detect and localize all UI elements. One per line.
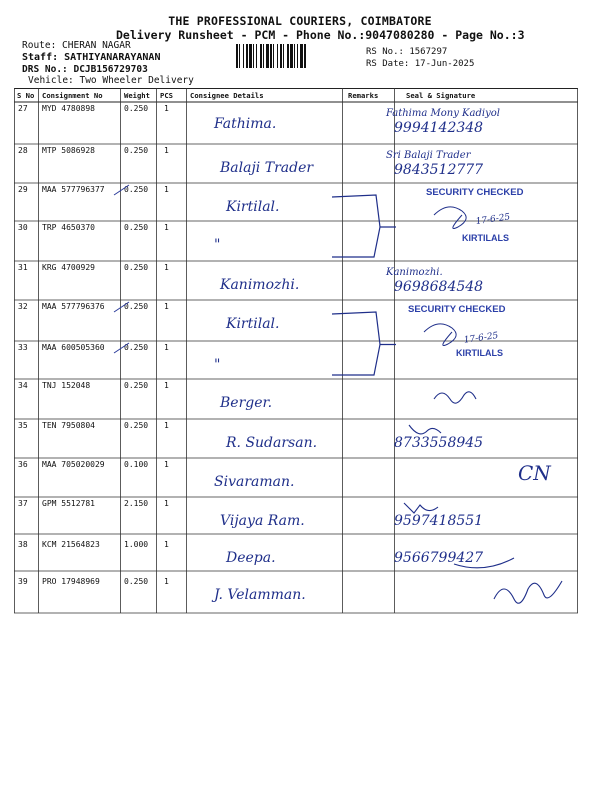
- cell-sno: 39: [18, 577, 28, 586]
- table-row: [18, 263, 169, 272]
- signature-scribble: [404, 503, 438, 513]
- cell-consignee-handwritten: Berger.: [220, 395, 273, 411]
- stamp-signature-scribble: [424, 324, 456, 346]
- stamp-kirtilals: KIRTILALS: [462, 233, 509, 243]
- cell-sno: 38: [18, 540, 28, 549]
- cell-sno: 35: [18, 421, 28, 430]
- barcode-bar: [253, 44, 254, 68]
- stamp-security-checked: SECURITY CHECKED: [426, 187, 524, 198]
- stamp-kirtilals: KIRTILALS: [456, 348, 503, 358]
- table-row: [18, 540, 169, 549]
- cell-seal-signature: CN: [518, 461, 551, 485]
- cell-sno: 37: [18, 499, 28, 508]
- cell-weight: 0.250: [124, 263, 149, 272]
- cell-pcs: 1: [164, 381, 169, 390]
- cell-consignment-no: PRO 17948969: [42, 577, 100, 586]
- cell-seal-signature: Sri Balaji Trader 9843512777: [386, 150, 484, 178]
- signature-scribble: [434, 392, 476, 403]
- cell-pcs: 1: [164, 302, 169, 311]
- cell-seal-signature: 8733558945: [394, 435, 484, 451]
- security-stamp: [408, 304, 506, 358]
- stamp-signature-scribble: [434, 207, 466, 229]
- cell-pcs: 1: [164, 263, 169, 272]
- security-stamp: [426, 187, 524, 243]
- cell-pcs: 1: [164, 343, 169, 352]
- route-label: Route: CHERAN NAGAR: [22, 40, 131, 51]
- column-header-pcs: PCS: [160, 91, 173, 100]
- stamp-security-checked: SECURITY CHECKED: [408, 304, 506, 315]
- pen-bracket: [332, 195, 396, 257]
- cell-consignment-no: GPM 5512781: [42, 499, 95, 508]
- runsheet-subtitle: Delivery Runsheet - PCM - Phone No.:9047080280 - Page No.:3: [116, 28, 525, 42]
- drs-number: DRS No.: DCJB156729703: [22, 64, 148, 75]
- column-header-seal: Seal & Signature: [406, 91, 476, 100]
- barcode-bar: [236, 44, 238, 68]
- cell-consignment-no: KCM 21564823: [42, 540, 100, 549]
- cell-consignee-handwritten: Kanimozhi.: [220, 277, 300, 293]
- barcode-image: [236, 44, 358, 68]
- barcode-bar: [270, 44, 272, 68]
- column-header-weight: Weight: [124, 91, 150, 100]
- cell-sno: 34: [18, 381, 28, 390]
- cell-weight: 0.250: [124, 223, 149, 232]
- table-row: [18, 185, 169, 194]
- cell-consignee-handwritten: Deepa.: [226, 550, 276, 566]
- cell-consignee-handwritten: Kirtilal.: [226, 199, 280, 215]
- cell-weight: 0.250: [124, 302, 149, 311]
- cell-consignment-no: KRG 4700929: [42, 263, 95, 272]
- stamp-date: 17-6-25: [463, 331, 499, 346]
- barcode-bar: [249, 44, 252, 68]
- cell-consignee-handwritten: ": [214, 357, 221, 373]
- barcode-bar: [300, 44, 303, 68]
- barcode-bar: [287, 44, 289, 68]
- cell-consignment-no: MYD 4780898: [42, 104, 95, 113]
- cell-weight: 1.000: [124, 540, 149, 549]
- cell-weight: 0.100: [124, 460, 149, 469]
- barcode-bar: [297, 44, 298, 68]
- barcode-bar: [266, 44, 269, 68]
- cell-consignee-handwritten: Vijaya Ram.: [220, 513, 305, 529]
- runsheet-table: [14, 88, 578, 633]
- cell-pcs: 1: [164, 460, 169, 469]
- barcode-bar: [256, 44, 257, 68]
- cell-weight: 0.250: [124, 104, 149, 113]
- table-body: [18, 104, 169, 586]
- cell-consignment-no: TEN 7950804: [42, 421, 95, 430]
- barcode-bar: [273, 44, 274, 68]
- cell-pcs: 1: [164, 499, 169, 508]
- cell-consignee-handwritten: ": [214, 237, 221, 253]
- column-header-remarks: Remarks: [348, 91, 379, 100]
- cell-pcs: 1: [164, 185, 169, 194]
- table-row: [18, 223, 169, 232]
- cell-consignee-handwritten: R. Sudarsan.: [226, 435, 318, 451]
- barcode-bar: [246, 44, 248, 68]
- table-header-row: [17, 91, 476, 100]
- table-row: [18, 499, 169, 508]
- cell-weight: 0.250: [124, 577, 149, 586]
- cell-pcs: 1: [164, 577, 169, 586]
- cell-consignment-no: MAA 600505360: [42, 343, 105, 352]
- cell-seal-signature: Fathima Mony Kadiyol 9994142348: [386, 108, 500, 136]
- cell-pcs: 1: [164, 540, 169, 549]
- table-row: [18, 460, 169, 469]
- barcode-bar: [304, 44, 306, 68]
- cell-sno: 29: [18, 185, 28, 194]
- cell-pcs: 1: [164, 146, 169, 155]
- cell-pcs: 1: [164, 104, 169, 113]
- cell-weight: 0.250: [124, 185, 149, 194]
- cell-sno: 28: [18, 146, 28, 155]
- cell-consignment-no: MAA 705020029: [42, 460, 105, 469]
- cell-pcs: 1: [164, 223, 169, 232]
- table-row: [18, 381, 169, 390]
- signature-scribble: [409, 425, 441, 434]
- signature-scribble: [494, 581, 562, 603]
- table-row: [18, 421, 169, 430]
- cell-seal-signature: 9597418551: [394, 513, 484, 529]
- handwriting-layer: [114, 108, 562, 603]
- cell-consignee-handwritten: J. Velamman.: [214, 587, 306, 603]
- cell-consignment-no: MAA 577796377: [42, 185, 105, 194]
- cell-consignee-handwritten: Balaji Trader: [220, 160, 314, 176]
- table-row: [18, 104, 169, 113]
- rs-number: RS No.: 1567297: [366, 47, 448, 57]
- barcode-bar: [280, 44, 282, 68]
- barcode-bar: [239, 44, 240, 68]
- cell-weight: 0.250: [124, 381, 149, 390]
- cell-sno: 36: [18, 460, 28, 469]
- cell-consignee-handwritten: Sivaraman.: [214, 474, 295, 490]
- cell-sno: 33: [18, 343, 28, 352]
- cell-sno: 27: [18, 104, 28, 113]
- cell-sno: 31: [18, 263, 28, 272]
- cell-seal-signature: Kanimozhi. 9698684548: [386, 267, 484, 295]
- staff-label: Staff: SATHIYANARAYANAN: [22, 52, 161, 63]
- table-row: [18, 302, 169, 311]
- column-header-consignment: Consignment No: [42, 91, 103, 100]
- barcode-bar: [243, 44, 244, 68]
- cell-consignment-no: TNJ 152048: [42, 381, 91, 390]
- barcode-bar: [260, 44, 262, 68]
- cell-consignee-handwritten: Fathima.: [214, 116, 277, 132]
- cell-sno: 30: [18, 223, 28, 232]
- cell-consignment-no: TRP 4650370: [42, 223, 95, 232]
- cell-pcs: 1: [164, 421, 169, 430]
- column-header-sno: S No: [17, 91, 35, 100]
- barcode-bar: [290, 44, 293, 68]
- cell-consignment-no: MAA 577796376: [42, 302, 105, 311]
- column-header-consignee: Consignee Details: [190, 91, 264, 100]
- cell-consignment-no: MTP 5086928: [42, 146, 95, 155]
- rs-date: RS Date: 17-Jun-2025: [366, 59, 475, 69]
- cell-weight: 0.250: [124, 146, 149, 155]
- cell-consignee-handwritten: Kirtilal.: [226, 316, 280, 332]
- pen-bracket: [332, 312, 396, 375]
- table-row: [18, 146, 169, 155]
- table-row: [18, 343, 169, 352]
- company-title: THE PROFESSIONAL COURIERS, COIMBATORE: [168, 14, 432, 28]
- barcode-bar: [283, 44, 284, 68]
- cell-sno: 32: [18, 302, 28, 311]
- barcode-bar: [294, 44, 295, 68]
- vehicle-label: Vehicle: Two Wheeler Delivery: [28, 75, 194, 86]
- cell-weight: 0.250: [124, 421, 149, 430]
- cell-weight: 2.150: [124, 499, 149, 508]
- barcode-bar: [263, 44, 264, 68]
- table-row: [18, 577, 169, 586]
- barcode-bar: [277, 44, 278, 68]
- stamp-date: 17-6-25: [475, 212, 511, 228]
- cell-weight: 0.250: [124, 343, 149, 352]
- cell-seal-signature: 9566799427: [394, 550, 484, 566]
